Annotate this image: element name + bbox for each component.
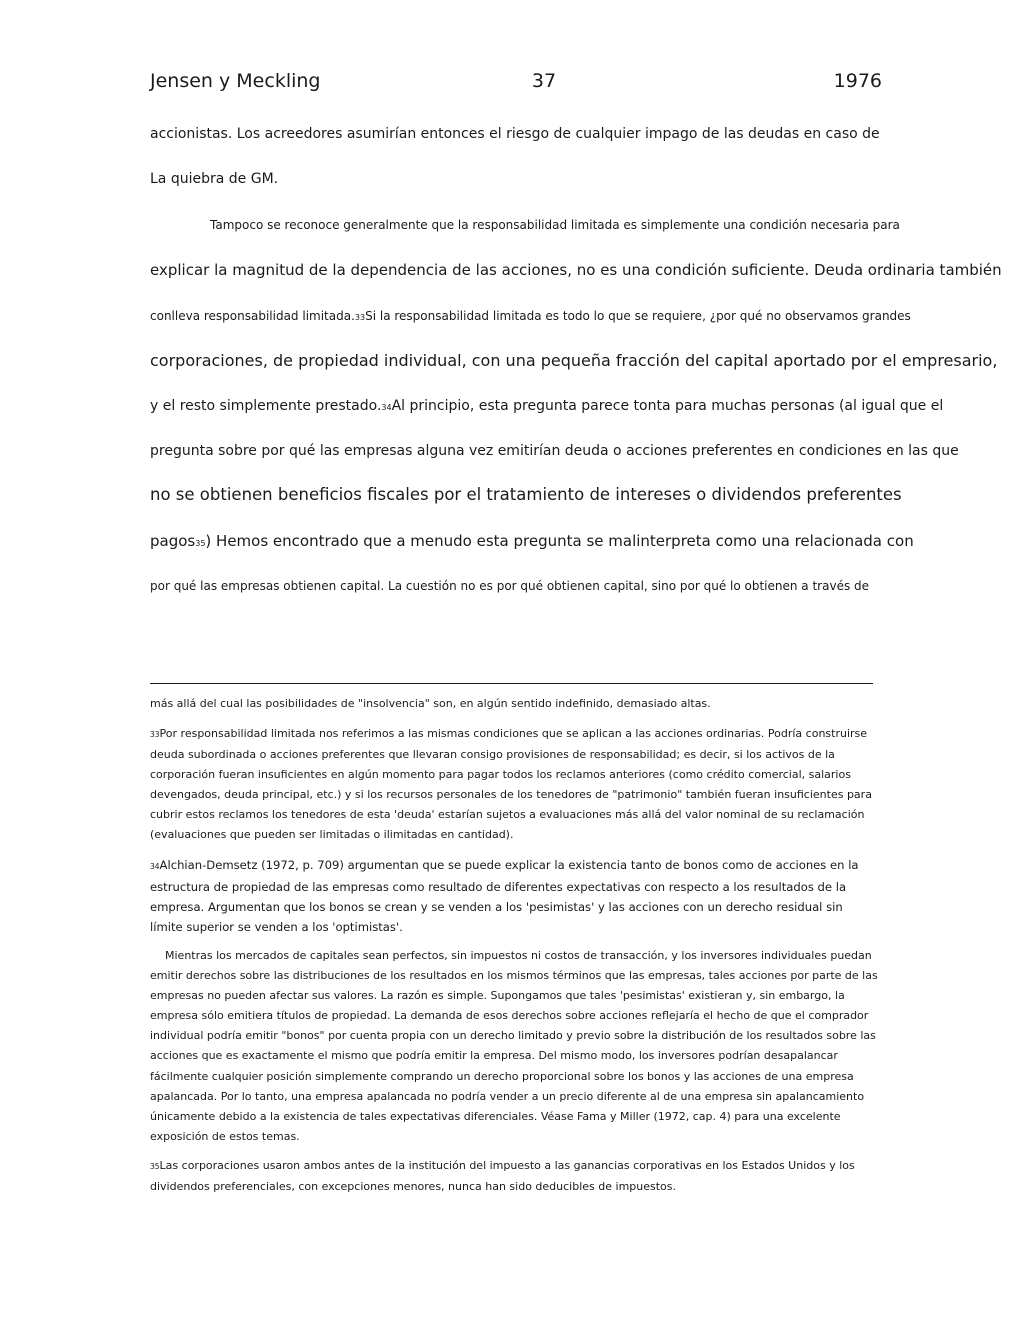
- body-line-6: corporaciones, de propiedad individual, con una pequeña fracción del capital aportado por el empresario,: [150, 351, 998, 370]
- footnote-continuation: más allá del cual las posibilidades de "insolvencia" son, en algún sentido indefinido, demasiado altas.: [150, 697, 711, 710]
- footnote-35-text: Las corporaciones usaron ambos antes de la institución del impuesto a las ganancias corporativas en los Estados Unidos y los dividendos preferenciales, con excepciones menores, nunca han sido deducibles de impuestos.: [150, 1159, 855, 1193]
- body-line-5-text-a: conlleva responsabilidad limitada.: [150, 309, 355, 323]
- running-header-authors: Jensen y Meckling: [150, 70, 321, 92]
- page-number: 37: [531, 70, 557, 92]
- footnote-separator: [150, 683, 873, 684]
- footnote-34: [150, 855, 878, 937]
- body-line-7-text-b: Al principio, esta pregunta parece tonta para muchas personas (al igual que el: [391, 398, 944, 414]
- body-line-11: por qué las empresas obtienen capital. La cuestión no es por qué obtienen capital, sino por qué lo obtienen a través de: [150, 579, 870, 593]
- body-line-2: La quiebra de GM.: [150, 171, 279, 187]
- footnote-34-mark: 34: [150, 862, 160, 871]
- body-line-8: pregunta sobre por qué las empresas alguna vez emitirían deuda o acciones preferentes en condiciones en las que: [150, 443, 959, 459]
- body-line-4: explicar la magnitud de la dependencia de las acciones, no es una condición suficiente. Deuda ordinaria también: [150, 261, 1002, 279]
- body-line-7-text-a: y el resto simplemente prestado.: [150, 398, 382, 414]
- body-line-7: [150, 398, 943, 414]
- footnote-33: [150, 724, 878, 845]
- body-line-1: accionistas. Los acreedores asumirían entonces el riesgo de cualquier impago de las deudas en caso de: [150, 126, 880, 142]
- footnote-ref-35[interactable]: 35: [195, 539, 206, 548]
- footnote-34-text: Alchian-Demsetz (1972, p. 709) argumentan que se puede explicar la existencia tanto de bonos como de acciones en la estructura de propiedad de las empresas como resultado de diferentes expectativas con respecto a los resultados de la empresa. Argumentan que los bonos se crean y se venden a los 'pesimistas' y las acciones con un derecho residual sin límite superior se venden a los 'optimistas'.: [150, 858, 859, 934]
- footnote-33-mark: 33: [150, 730, 160, 739]
- running-header-year: 1976: [833, 70, 882, 92]
- body-line-3: Tampoco se reconoce generalmente que la responsabilidad limitada es simplemente una condición necesaria para: [210, 218, 900, 232]
- footnote-34-paragraph-2: Mientras los mercados de capitales sean perfectos, sin impuestos ni costos de transacción, y los inversores individuales puedan emitir derechos sobre las distribuciones de los resultados en los mismos términos que las empresas, tales acciones por parte de las empresas no pueden afectar sus valores. La razón es simple. Supongamos que tales 'pesimistas' existieran y, sin embargo, la empresa sólo emitiera títulos de propiedad. La demanda de esos derechos sobre acciones reflejaría el hecho de que el comprador individual podría emitir "bonos" por cuenta propia con un derecho limitado y previo sobre la distribución de los resultados sobre las acciones que es exactamente el mismo que podría emitir la empresa. Del mismo modo, los inversores podrían desapalancar fácilmente cualquier posición simplemente comprando un derecho proporcional sobre los bonos y las acciones de una empresa apalancada. Por lo tanto, una empresa apalancada no podría vender a un precio diferente al de una empresa sin apalancamiento únicamente debido a la existencia de tales expectativas diferenciales. Véase Fama y Miller (1972, cap. 4) para una excelente exposición de estos temas.: [150, 949, 878, 1143]
- body-line-5: [150, 309, 911, 323]
- body-line-5-text-b: Si la responsabilidad limitada es todo lo que se requiere, ¿por qué no observamos grandes: [365, 309, 911, 323]
- body-line-10-text-a: pagos: [150, 532, 196, 550]
- footnote-35-mark: 35: [150, 1162, 160, 1171]
- body-line-9: no se obtienen beneficios fiscales por el tratamiento de intereses o dividendos preferentes: [150, 485, 902, 504]
- body-line-10-text-b: ) Hemos encontrado que a menudo esta pregunta se malinterpreta como una relacionada con: [205, 532, 914, 550]
- footnote-ref-34[interactable]: 34: [381, 403, 392, 412]
- footnote-35: [150, 1156, 878, 1197]
- footnote-ref-33[interactable]: 33: [354, 313, 366, 322]
- footnote-33-text: Por responsabilidad limitada nos referimos a las mismas condiciones que se aplican a las acciones ordinarias. Podría construirse deuda subordinada o acciones preferentes que llevaran consigo provisiones de responsabilidad; es decir, si los activos de la corporación fueran insuficientes en algún momento para pagar todos los reclamos anteriores (como crédito comercial, salarios devengados, deuda principal, etc.) y si los recursos personales de los tenedores de "patrimonio" también fueran insuficientes para cubrir estos reclamos los tenedores de esta 'deuda' estarían sujetos a evaluaciones más allá del valor nominal de su reclamación (evaluaciones que pueden ser limitadas o ilimitadas en cantidad).: [150, 727, 872, 841]
- body-line-10: [150, 532, 914, 550]
